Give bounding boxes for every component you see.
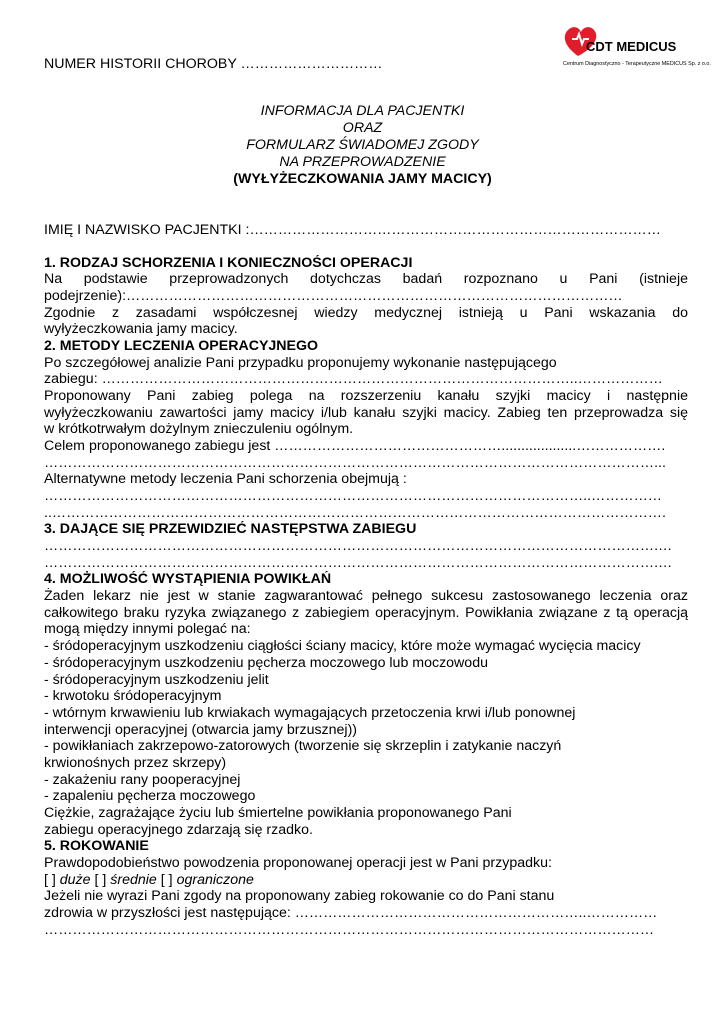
s1-line-2: podejrzenie):…………………………………………………………………………………………… <box>44 288 623 304</box>
option-large-label: duże <box>59 872 91 888</box>
complication-item: interwencji operacyjnej (otwarcia jamy brzusznej)) <box>44 722 358 738</box>
s2-line-2: zabiegu: ………………………………………………………………………………………..……………… <box>44 371 663 387</box>
s4-line-1: Żaden lekarz nie jest w stanie zagwarantować pełnego sukcesu zastosowanego leczenia oraz <box>44 588 688 604</box>
title-line-2: ORAZ <box>342 120 383 136</box>
complication-item: - zapaleniu pęcherza moczowego <box>44 788 256 804</box>
title-line-1: INFORMACJA DLA PACJENTKI <box>260 103 465 119</box>
s2-line-10: ..…………………………………………………………………………………………………………………. <box>44 505 666 521</box>
record-number: NUMER HISTORII CHOROBY ………………………… <box>44 56 383 72</box>
section-5-heading: 5. ROKOWANIE <box>44 838 149 854</box>
s5-line-5: ………………………………………………………………………………………………………………… <box>44 922 655 938</box>
complication-item: - śródoperacyjnym uszkodzeniu ciągłości ściany macicy, które może wymagać wycięcia macicy <box>44 638 641 654</box>
option-limited-label: ograniczone <box>176 872 254 888</box>
complication-item: - zakażeniu rany pooperacyjnej <box>44 772 241 788</box>
s3-line-1: ………………………………………………………………………………………………………………….… <box>44 538 673 554</box>
prognosis-options <box>44 872 688 888</box>
option-medium-checkbox[interactable]: [ ] <box>94 872 107 888</box>
s1-line-3: Zgodnie z zasadami współczesnej wiedzy medycznej istnieją u Pani wskazania do <box>44 305 688 321</box>
section-1-heading: 1. RODZAJ SCHORZENIA I KONIECZNOŚCI OPERACJI <box>44 255 413 271</box>
logo-tagline: Centrum Diagnostyczno - Terapeutyczne MEDICUS Sp. z o.o. <box>563 61 711 67</box>
s5-line-3: Jeżeli nie wyrazi Pani zgody na proponowany zabieg rokowanie co do Pani stanu <box>44 888 555 904</box>
complication-note: zabiegu operacyjnego zdarzają się rzadko. <box>44 822 313 838</box>
option-limited-checkbox[interactable]: [ ] <box>160 872 173 888</box>
patient-name-field: IMIĘ I NAZWISKO PACJENTKI :…………………………………………………………………………… <box>44 222 661 238</box>
option-medium-label: średnie <box>110 872 157 888</box>
s2-line-4: wyłyżeczkowaniu zawartości jamy macicy i/lub kanału szyjki macicy. Zabieg ten przeprowadza się <box>44 405 688 421</box>
s2-line-8: Alternatywne metody leczenia Pani schorzenia obejmują : <box>44 471 407 487</box>
title-line-4: NA PRZEPROWADZENIE <box>279 154 446 170</box>
complication-item: krwionośnych przez skrzepy) <box>44 755 227 771</box>
complication-item: - śródoperacyjnym uszkodzeniu pęcherza moczowego lub moczowodu <box>44 655 488 671</box>
s5-line-1: Prawdopodobieństwo powodzenia proponowanej operacji jest w Pani przypadku: <box>44 855 552 871</box>
title-line-5: (WYŁYŻECZKOWANIA JAMY MACICY) <box>233 171 492 187</box>
option-large-checkbox[interactable]: [ ] <box>44 872 56 888</box>
s2-line-6: Celem proponowanego zabiegu jest …………………………………………...................………………. <box>44 438 666 454</box>
section-3-heading: 3. DAJĄCE SIĘ PRZEWIDZIEĆ NASTĘPSTWA ZABIEGU <box>44 521 417 537</box>
section-4-heading: 4. MOŻLIWOŚĆ WYSTĄPIENIA POWIKŁAŃ <box>44 571 332 587</box>
s4-line-2: całkowitego braku ryzyka związanego z zabiegiem operacyjnym. Powikłania związane z tą operacją <box>44 605 688 621</box>
title-line-3: FORMULARZ ŚWIADOMEJ ZGODY <box>246 137 479 153</box>
section-2-heading: 2. METODY LECZENIA OPERACYJNEGO <box>44 338 319 354</box>
complication-item: - krwotoku śródoperacyjnym <box>44 688 222 704</box>
s3-line-2: ………………………………………………………………………………………………………………….… <box>44 555 673 571</box>
s2-line-7: …………………………………………………………………………………………………………………... <box>44 455 666 471</box>
s1-line-4: wyłyżeczkowania jamy macicy. <box>44 321 238 337</box>
s2-line-5: w krótkotrwałym dożylnym znieczuleniu ogólnym. <box>44 421 354 437</box>
svg-text:CDT MEDICUS: CDT MEDICUS <box>586 39 677 54</box>
s5-line-4: zdrowia w przyszłości jest następujące: ……………………………………………………..…………… <box>44 905 658 921</box>
complication-item: - śródoperacyjnym uszkodzeniu jelit <box>44 672 269 688</box>
s1-line-1: Na podstawie przeprowadzonych dotychczas badań rozpoznano u Pani (istnieje <box>44 271 688 287</box>
complication-item: - powikłaniach zakrzepowo-zatorowych (tworzenie się skrzeplin i zatykanie naczyń <box>44 738 562 754</box>
s2-line-1: Po szczegółowej analizie Pani przypadku proponujemy wykonanie następującego <box>44 355 557 371</box>
s4-line-3: mogą między innymi polegać na: <box>44 621 251 637</box>
complication-item: - wtórnym krwawieniu lub krwiakach wymagających przetoczenia krwi i/lub ponownej <box>44 705 576 721</box>
s2-line-9: ……………………………………………………………………………………………………..…………… <box>44 488 662 504</box>
complication-note: Ciężkie, zagrażające życiu lub śmiertelne powikłania proponowanego Pani <box>44 805 512 821</box>
s2-line-3: Proponowany Pani zabieg polega na rozszerzeniu kanału szyjki macicy i następnie <box>44 388 688 404</box>
